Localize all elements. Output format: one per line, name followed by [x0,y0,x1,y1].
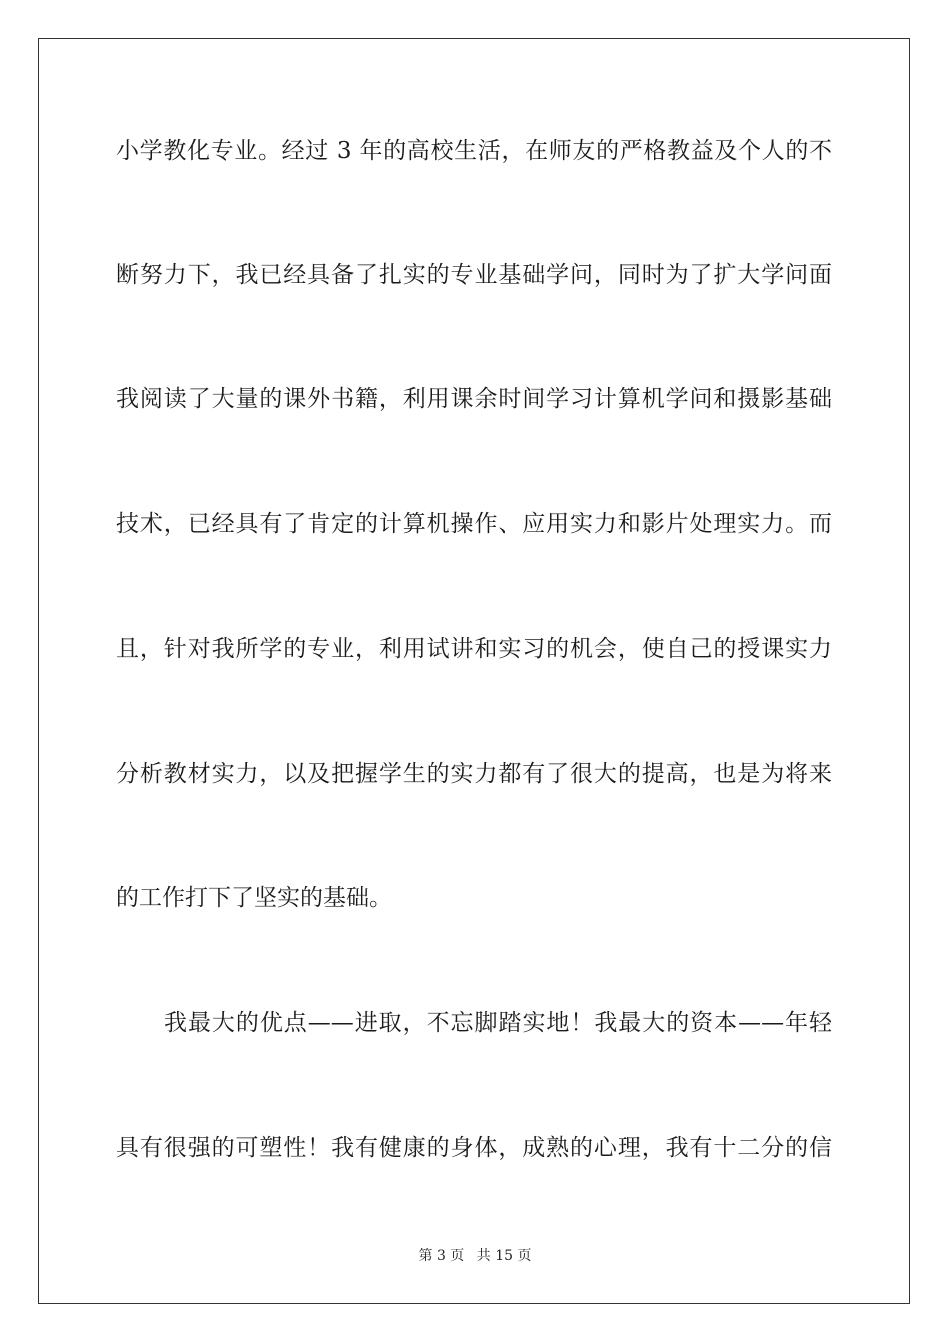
page-footer [0,1246,950,1266]
paragraph-start-line: 我最大的优点——进取，不忘脚踏实地！我最大的资本——年轻 [164,1010,832,1036]
text-line-5: 且，针对我所学的专业，利用试讲和实习的机会，使自己的授课实力 [116,636,832,662]
text-line-9: 具有很强的可塑性！我有健康的身体，成熟的心理，我有十二分的信 [116,1135,832,1161]
text-line-1: 小学教化专业。经过 3 年的高校生活，在师友的严格教益及个人的不 [116,138,832,164]
text-line-2: 断努力下，我已经具备了扎实的专业基础学问，同时为了扩大学问面 [116,262,832,288]
page-total: 共 15 页 [476,1248,532,1264]
text-line-3: 我阅读了大量的课外书籍，利用课余时间学习计算机学问和摄影基础 [116,386,832,412]
text-line-7: 的工作打下了坚实的基础。 [116,885,392,911]
page-frame [38,38,910,1304]
page-number: 第 3 页 [418,1248,465,1264]
text-line-4: 技术，已经具有了肯定的计算机操作、应用实力和影片处理实力。而 [116,511,832,537]
text-line-6: 分析教材实力，以及把握学生的实力都有了很大的提高，也是为将来 [116,761,832,787]
